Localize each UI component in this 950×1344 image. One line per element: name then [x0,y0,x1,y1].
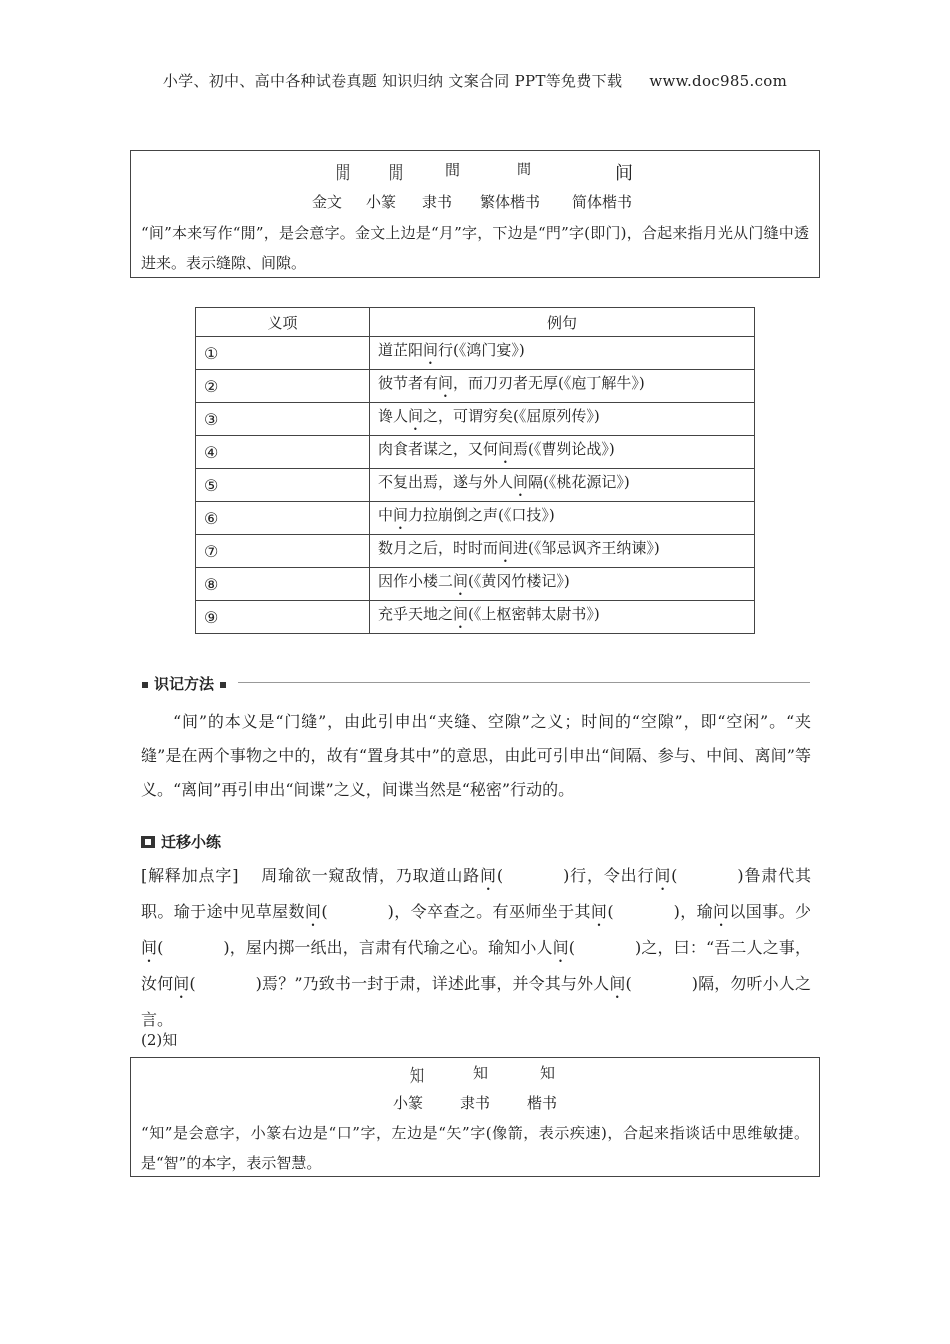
practice-text: )焉？”乃致书一封于肃，详述此事，并令其与外人 [255,974,610,993]
glyph-xiaozhuan: 閒 [388,163,404,184]
etymology-text: “间”本来写作“閒”，是会意字。金文上边是“月”字，下边是“門”字(即门)，合起来指月光从门缝中透进来。表示缝隙、间隙。 [141,224,809,272]
example-text: 隔(《桃花源记》) [528,472,630,491]
dotted-keyword: 间 [393,505,409,524]
caption-xiaozhuan: 小篆 [393,1094,424,1112]
row-number: ⑧ [196,568,370,601]
dotted-keyword: 间 [552,938,569,957]
table-row [196,370,755,403]
practice-text: )隔，勿听小人之言。 [141,974,811,1029]
table-row [196,436,755,469]
glyph-xiaozhuan: 知 [409,1066,425,1087]
example-text: 充乎天地之 [378,604,454,623]
example-text: 道芷阳 [378,340,424,359]
square-bullet-icon [142,682,148,688]
example-text: 数月之后，时时而 [378,538,499,557]
practice-text: 周瑜欲一窥敌情，乃取道山路 [260,866,480,885]
dotted-keyword: 间 [654,866,672,885]
row-example [370,337,755,370]
practice-text: ( [321,902,328,921]
table-row [196,337,755,370]
example-text: 行(《鸿门宴》) [438,340,525,359]
table-row [196,535,755,568]
glyph-fanti: 間 [517,162,531,178]
caption-lishu: 隶书 [422,193,453,211]
row-number: ⑦ [196,535,370,568]
dotted-keyword: 间 [173,974,190,993]
example-text: 谗人 [378,406,409,425]
example-text: 肉食者谋之，又何 [378,439,499,458]
example-text: 焉(《曹刿论战》) [513,439,615,458]
etymology-box-zhi [130,1057,820,1177]
header-site: www.doc985.com [649,72,788,90]
section-practice [141,831,221,852]
section-title: 识记方法 [154,675,215,693]
table-row [196,601,755,634]
section-title: 迁移小练 [161,833,222,851]
caption-jinwen: 金文 [312,193,343,211]
example-text: 因作小楼二 [378,571,454,590]
glyph-jianti: 间 [615,163,633,184]
practice-text: )鲁肃代其职。瑜于途中见草屋数 [141,866,811,921]
caption-lishu: 隶书 [460,1094,491,1112]
row-number: ① [196,337,370,370]
row-number: ⑤ [196,469,370,502]
section-divider [238,682,810,683]
example-text: 中 [378,505,394,524]
dotted-keyword: 间 [408,406,424,425]
example-text: 之，可谓穷矣(《屈原列传》) [423,406,600,425]
row-number: ④ [196,436,370,469]
etymology-box-jian [130,150,820,278]
row-example [370,568,755,601]
glyph-lishu: 間 [445,161,461,179]
row-example [370,436,755,469]
table-row [196,502,755,535]
section-memory-method [142,673,226,694]
row-example [370,502,755,535]
practice-text: ( [157,938,164,957]
practice-text: )行，令出行 [563,866,655,885]
row-number: ② [196,370,370,403]
header-example: 例句 [370,308,755,337]
dotted-keyword: 间 [453,604,469,623]
dotted-keyword: 间 [590,902,608,921]
practice-text: ( [671,866,678,885]
practice-text: ( [607,902,614,921]
practice-text: ( [496,866,504,885]
dotted-keyword: 间 [141,938,158,957]
practice-label: [解释加点字] [141,866,239,885]
row-example [370,535,755,568]
dotted-keyword: 间 [304,902,322,921]
example-text: 不复出焉，遂与外人 [378,472,514,491]
table-row [196,403,755,436]
header-meaning: 义项 [196,308,370,337]
method-paragraph: “间”的本义是“门缝”，由此引申出“夹缝、空隙”之义；时间的“空隙”，即“空闲”。“夹缝”是在两个事物之中的，故有“置身其中”的意思，由此可引申出“间隔、参与、中间、离间”等义。“离间”再引申出“间谍”之义，间谍当然是“秘密”行动的。 [141,712,811,799]
caption-fanti: 繁体楷书 [480,193,541,211]
row-example [370,601,755,634]
dotted-keyword: 间 [513,472,529,491]
practice-paragraph [141,858,811,1037]
example-text: 力拉崩倒之声(《口技》) [408,505,555,524]
etymology-text: “知”是会意字，小篆右边是“口”字，左边是“矢”字(像箭，表示疾速)，合起来指谈话中思维敏捷。是“智”的本字，表示智慧。 [141,1124,809,1172]
example-text: ，而刀刃者无厚(《庖丁解牛》) [453,373,645,392]
caption-xiaozhuan: 小篆 [366,193,397,211]
dotted-keyword: 间 [453,571,469,590]
practice-text: )之，曰：“吾二人之事，汝何 [141,938,811,993]
glyph-kaishu: 知 [540,1064,556,1082]
glyph-lishu: 知 [473,1064,489,1082]
dotted-keyword: 间 [498,439,514,458]
dotted-keyword: 问 [713,902,730,921]
row-example [370,469,755,502]
practice-text: )，屋内掷一纸出，言肃有代瑜之心。瑜知小人 [223,938,553,957]
example-text: 彼节者有 [378,373,439,392]
table-header-row [196,308,755,337]
row-number: ③ [196,403,370,436]
row-number: ⑥ [196,502,370,535]
glyph-jinwen: 閒 [335,163,351,184]
practice-text: ( [189,974,196,993]
practice-text: )，令卒查之。有巫师坐于其 [387,902,591,921]
example-text: (《黄冈竹楼记》) [468,571,570,590]
page-header [0,70,950,91]
example-text: (《上枢密韩太尉书》) [468,604,600,623]
row-number: ⑨ [196,601,370,634]
practice-text: 以国事。少 [729,902,811,921]
practice-icon [141,836,155,848]
table-row [196,469,755,502]
dotted-keyword: 间 [609,974,626,993]
dotted-keyword: 间 [498,538,514,557]
meaning-table [195,307,755,634]
dotted-keyword: 间 [438,373,454,392]
table-row [196,568,755,601]
practice-text: )，瑜 [673,902,713,921]
practice-text: ( [625,974,632,993]
row-example [370,403,755,436]
dotted-keyword: 间 [480,866,497,885]
square-bullet-icon [220,682,226,688]
row-example [370,370,755,403]
header-text: 小学、初中、高中各种试卷真题 知识归纳 文案合同 PPT等免费下载 [162,72,623,90]
dotted-keyword: 间 [423,340,439,359]
caption-kaishu: 楷书 [527,1094,558,1112]
practice-text: ( [568,938,576,957]
caption-jianti: 简体楷书 [572,193,633,211]
subsection-zhi: (2)知 [141,1031,178,1049]
example-text: 进(《邹忌讽齐王纳谏》) [513,538,660,557]
